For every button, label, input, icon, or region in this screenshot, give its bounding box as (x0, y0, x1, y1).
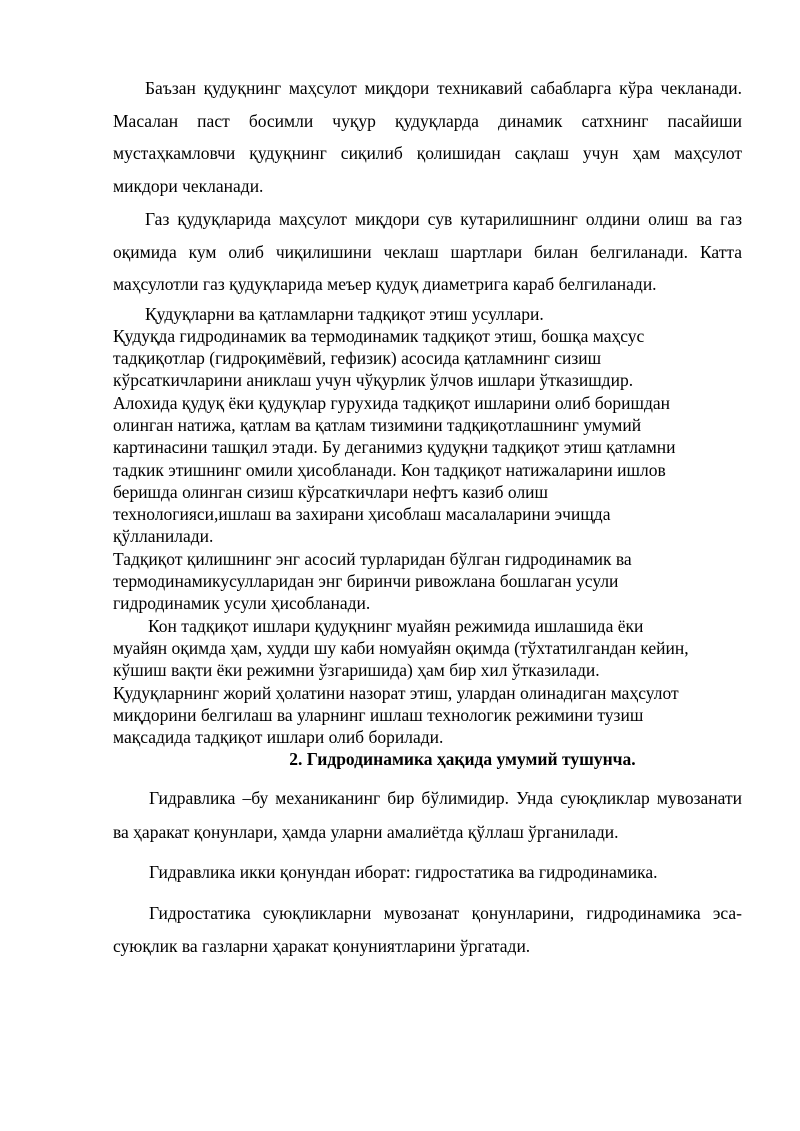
paragraph: Гидравлика икки қонундан иборат: гидростатика ва гидродинамика. (149, 862, 658, 883)
research-methods-section (113, 303, 742, 749)
text-line: Қудуқларнинг жорий ҳолатини назорат этиш, улардан олинадиган маҳсулот (113, 682, 679, 703)
text-line: миқдорини белгилаш ва уларнинг ишлаш технологик режимини тузиш (113, 704, 644, 725)
text-line: Алохида қудуқ ёки қудуқлар гурухида тадқиқот ишларини олиб боришдан (113, 392, 671, 413)
text-line: кўшиш вақти ёки режимни ўзгаришида) ҳам бир хил ўтказилади. (113, 660, 600, 681)
text-line: термодинамикусулларидан энг биринчи ривожлана бошлаган усули (113, 571, 619, 592)
text-line: Қудуқларни ва қатламларни тадқиқот этиш усуллари. (145, 303, 544, 324)
text-line: тадқиқотлар (гидроқимёвий, гефизик) асосида қатламнинг сизиш (113, 348, 602, 369)
text-line: муайян оқимда ҳам, худди шу каби номуайян оқимда (тўхтатилгандан кейин, (113, 637, 689, 658)
text-line: Қудуқда гидродинамик ва термодинамик тадқиқот этиш, бошқа маҳсус (113, 325, 645, 346)
text-line: беришда олинган сизиш кўрсаткичлари нефтъ казиб олиш (113, 481, 549, 502)
paragraph: Газ қудуқларида маҳсулот миқдори сув кутарилишнинг олдини олиш ва газ оқимида кум олиб чиқилишини чеклаш шартлари билан белгиланади. Катта маҳсулотли газ қудуқларида меъер қудуқ диаметрига караб белгиланади. (113, 209, 742, 294)
text-line: кўрсаткичларини аниклаш учун чўқурлик ўлчов ишлари ўтказишдир. (113, 370, 634, 391)
paragraph: Баъзан қудуқнинг маҳсулот миқдори техникавий сабабларга кўра чекланади. Масалан паст босимли чуқур қудуқларда динамик сатхнинг пасайиши мустаҳкамловчи қудуқнинг сиқилиб қолишидан сақлаш учун ҳам маҳсулот микдори чекланади. (113, 78, 742, 196)
intro-section (113, 72, 742, 301)
paragraph: Гидравлика –бу механиканинг бир бўлимидир. Унда суюқликлар мувозанати ва ҳаракат қонунлари, ҳамда уларни амалиётда қўллаш ўрганилади. (113, 788, 742, 842)
text-line: мақсадида тадқиқот ишлари олиб борилади. (113, 727, 444, 748)
hydraulics-section (113, 782, 742, 964)
text-line: Тадқиқот қилишнинг энг асосий турларидан бўлган гидродинамик ва (113, 548, 632, 569)
text-line: олинган натижа, қатлам ва қатлам тизимини тадқиқотлашнинг умумий (113, 414, 642, 435)
text-line: тадкик этишнинг омили ҳисобланади. Кон тадқиқот натижаларини ишлов (113, 459, 666, 480)
text-line: қўлланилади. (113, 526, 214, 547)
section-heading: 2. Гидродинамика ҳақида умумий тушунча. (289, 749, 636, 770)
text-line: технологияси,ишлаш ва захирани ҳисоблаш масалаларини эчищда (113, 504, 611, 525)
text-line: гидродинамик усули ҳисобланади. (113, 593, 371, 614)
paragraph: Гидростатика суюқликларни мувозанат қонунларини, гидродинамика эса-суюқлик ва газларни ҳаракат қонуниятларини ўргатади. (113, 902, 742, 957)
text-line: Кон тадқиқот ишлари қудуқнинг муайян режимида ишлашида ёки (148, 615, 644, 636)
text-line: картинасини ташқил этади. Бу деганимиз қудуқни тадқиқот этиш қатламни (113, 437, 676, 458)
